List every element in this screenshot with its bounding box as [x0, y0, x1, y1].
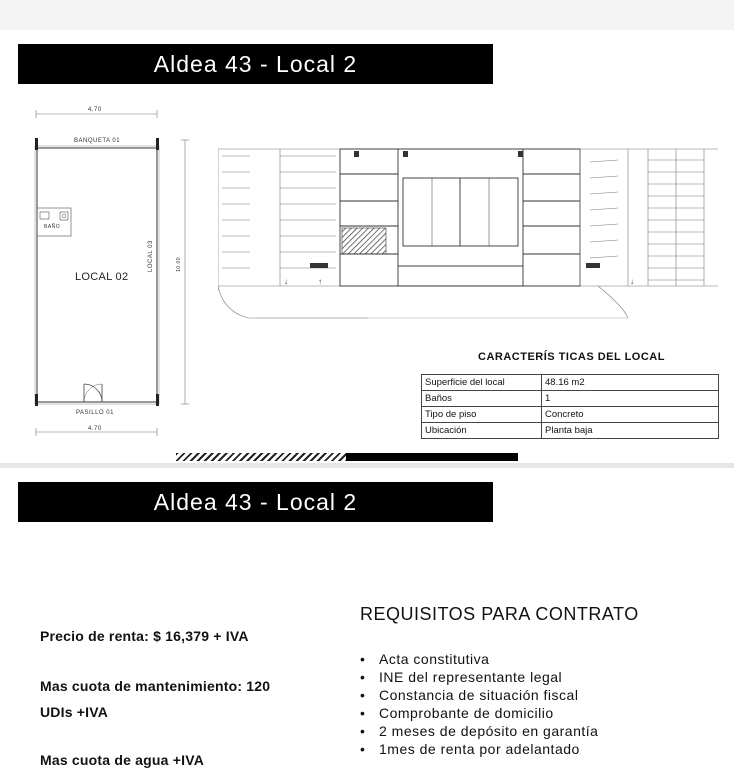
bullet: •	[360, 687, 366, 703]
list-item-text: 1mes de renta por adelantado	[379, 741, 580, 757]
list-item-text: Constancia de situación fiscal	[379, 687, 579, 703]
list-item	[360, 686, 598, 704]
maintenance-fee-line2: UDIs +IVA	[40, 704, 109, 720]
list-item-text: 2 meses de depósito en garantía	[379, 723, 599, 739]
table-cell-value: Planta baja	[542, 423, 719, 439]
requirements-title: REQUISITOS PARA CONTRATO	[360, 604, 639, 624]
list-item-text: Acta constitutiva	[379, 651, 490, 667]
table-cell-label: Ubicación	[422, 423, 542, 439]
table-row	[422, 423, 719, 439]
list-item	[360, 704, 598, 722]
table-cell-value: Concreto	[542, 407, 719, 423]
dim-bottom-label: 4.70	[88, 426, 102, 432]
table-cell-value: 48.16 m2	[542, 375, 719, 391]
dim-side-label: 10.00	[176, 256, 182, 272]
site-plan	[218, 146, 718, 322]
decorative-black-bar	[346, 453, 518, 461]
list-item	[360, 740, 598, 758]
table-row	[422, 391, 719, 407]
svg-text:↑: ↑	[318, 277, 322, 286]
bullet: •	[360, 669, 366, 685]
water-fee: Mas cuota de agua +IVA	[40, 752, 205, 768]
svg-text:↓: ↓	[284, 277, 288, 286]
page-divider	[0, 463, 734, 468]
table-row	[422, 375, 719, 391]
local-02-label: LOCAL 02	[75, 271, 129, 283]
requirements-list	[360, 650, 598, 758]
bullet: •	[360, 723, 366, 739]
local-03-label: LOCAL 03	[148, 240, 154, 272]
bullet: •	[360, 741, 366, 757]
bullet: •	[360, 705, 366, 721]
characteristics-title: CARACTERÍS TICAS DEL LOCAL	[478, 351, 665, 363]
list-item	[360, 722, 598, 740]
banqueta-label: BANQUETA 01	[74, 138, 121, 144]
page1-title: Aldea 43 - Local 2	[18, 44, 493, 84]
top-strip	[0, 0, 734, 30]
list-item	[360, 650, 598, 668]
decorative-pattern-bar	[176, 453, 346, 461]
table-row	[422, 407, 719, 423]
bathroom-label: BAÑO	[44, 224, 61, 230]
svg-text:↓: ↓	[630, 277, 634, 286]
bullet: •	[360, 651, 366, 667]
page2-title: Aldea 43 - Local 2	[18, 482, 493, 522]
rent-price: Precio de renta: $ 16,379 + IVA	[40, 628, 249, 644]
table-cell-value: 1	[542, 391, 719, 407]
maintenance-fee-line1: Mas cuota de mantenimiento: 120	[40, 678, 271, 694]
table-cell-label: Tipo de piso	[422, 407, 542, 423]
list-item-text: INE del representante legal	[379, 669, 563, 685]
table-cell-label: Baños	[422, 391, 542, 407]
pasillo-label: PASILLO 01	[76, 410, 114, 416]
table-cell-label: Superficie del local	[422, 375, 542, 391]
list-item-text: Comprobante de domicilio	[379, 705, 554, 721]
dim-top-label: 4.70	[88, 107, 102, 113]
list-item	[360, 668, 598, 686]
characteristics-table	[421, 374, 719, 439]
